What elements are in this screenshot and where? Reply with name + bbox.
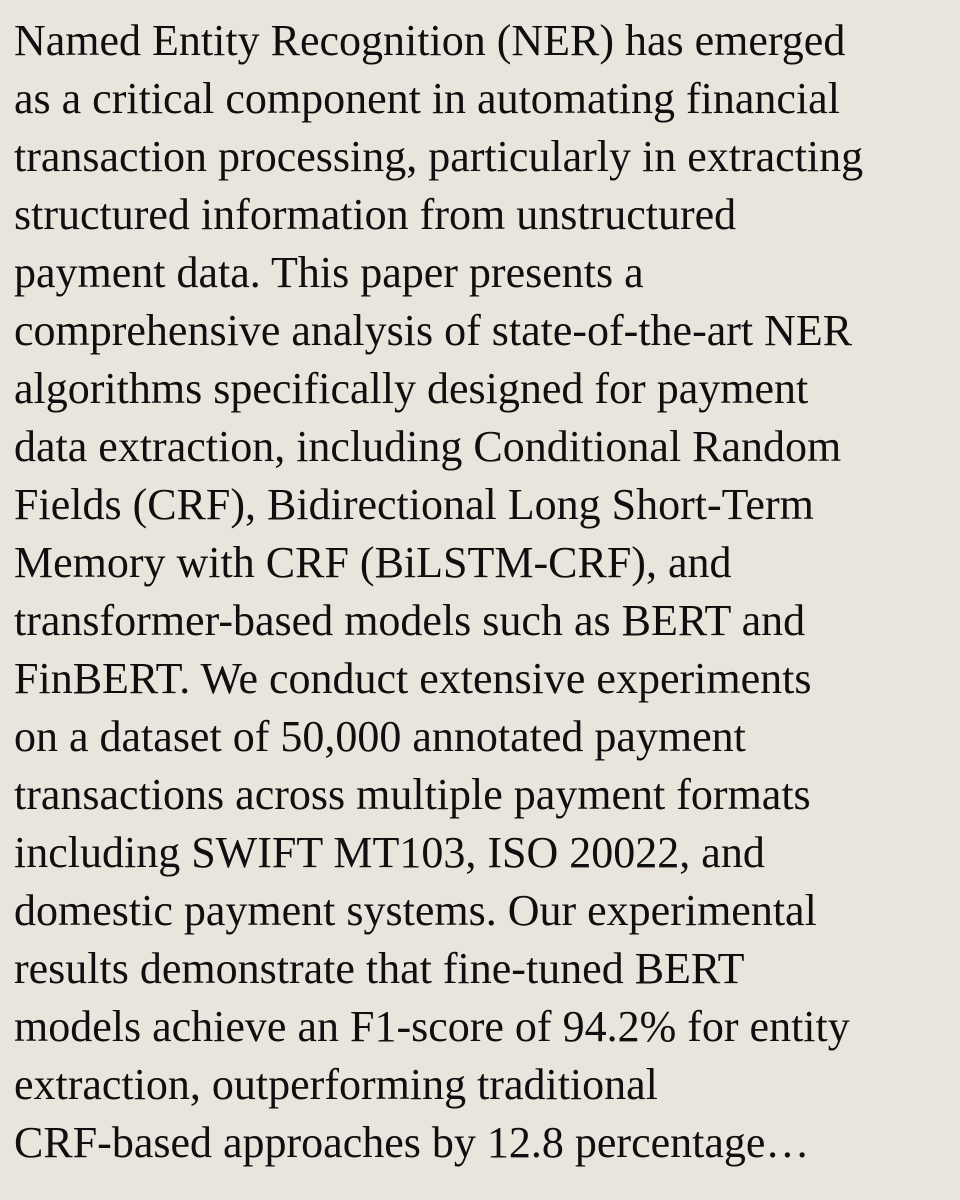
abstract-line: as a critical component in automating financial — [14, 74, 840, 123]
abstract-line: extraction, outperforming traditional — [14, 1060, 658, 1109]
abstract-paragraph — [14, 12, 946, 1172]
abstract-line: domestic payment systems. Our experimental — [14, 886, 817, 935]
abstract-line: structured information from unstructured — [14, 190, 737, 239]
abstract-line: results demonstrate that fine-tuned BERT — [14, 944, 745, 993]
abstract-line: models achieve an F1-score of 94.2% for entity — [14, 1002, 850, 1051]
abstract-line: including SWIFT MT103, ISO 20022, and — [14, 828, 765, 877]
abstract-line: FinBERT. We conduct extensive experiments — [14, 654, 812, 703]
abstract-line: data extraction, including Conditional Random — [14, 422, 842, 471]
abstract-line: transaction processing, particularly in extracting — [14, 132, 864, 181]
abstract-line: on a dataset of 50,000 annotated payment — [14, 712, 746, 761]
abstract-line: payment data. This paper presents a — [14, 248, 644, 297]
abstract-line: Fields (CRF), Bidirectional Long Short-Term — [14, 480, 814, 529]
abstract-line: CRF-based approaches by 12.8 percentage… — [14, 1118, 810, 1167]
abstract-line: algorithms specifically designed for payment — [14, 364, 809, 413]
abstract-line: comprehensive analysis of state-of-the-art NER — [14, 306, 853, 355]
abstract-line: transformer-based models such as BERT and — [14, 596, 806, 645]
abstract-line: Named Entity Recognition (NER) has emerged — [14, 16, 846, 65]
abstract-line: Memory with CRF (BiLSTM-CRF), and — [14, 538, 732, 587]
abstract-line: transactions across multiple payment formats — [14, 770, 811, 819]
